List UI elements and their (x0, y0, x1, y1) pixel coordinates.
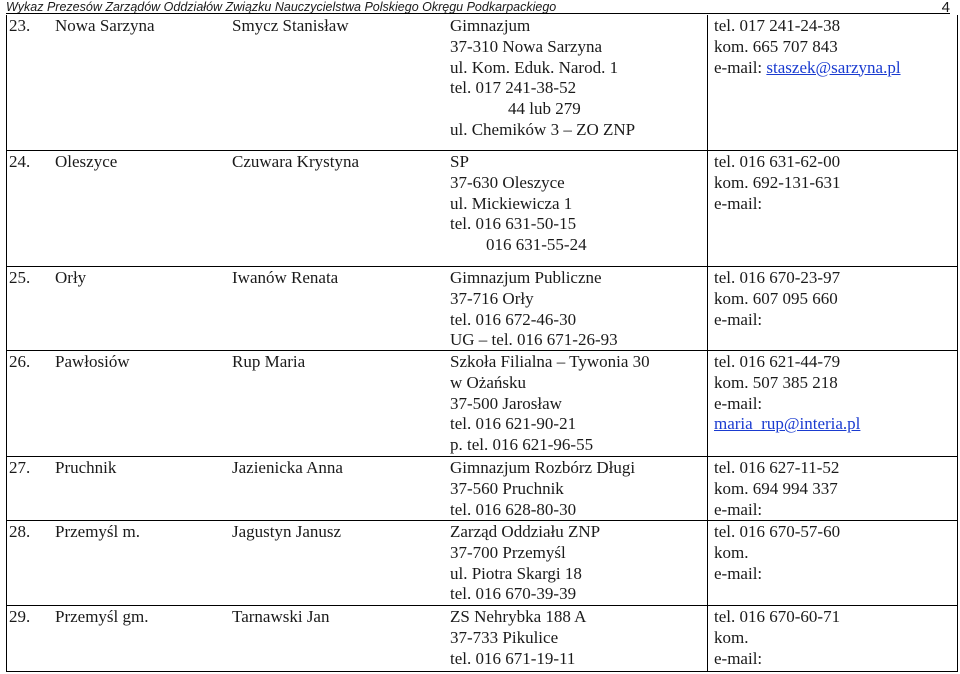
address-line: 37-310 Nowa Sarzyna (450, 36, 603, 56)
row-number: 23. (9, 16, 31, 35)
email-label: e-mail: (714, 309, 763, 329)
row-number: 25. (9, 268, 31, 287)
address-line: tel. 017 241-38-52 (450, 78, 577, 98)
page-number: 4 (941, 0, 950, 16)
phone-line: tel. 017 241-24-38 (714, 16, 841, 35)
town-cell (9, 458, 229, 479)
table-row (6, 267, 958, 351)
address-cell (450, 522, 705, 605)
phone-line: tel. 016 670-57-60 (714, 522, 841, 541)
contacts-table (6, 15, 958, 672)
document-title: Wykaz Prezesów Zarządów Oddziałów Związku Nauczycielstwa Polskiego Okręgu Podkarpackiego (6, 0, 557, 14)
table-row (6, 151, 958, 267)
address-line: 37-500 Jarosław (450, 393, 562, 413)
row-number: 29. (9, 607, 31, 626)
row-number: 26. (9, 352, 31, 371)
address-line: tel. 016 631-50-15 (450, 214, 577, 234)
address-cell (450, 607, 705, 669)
address-line: ul. Mickiewicza 1 (450, 193, 573, 213)
president-name: Rup Maria (232, 352, 306, 371)
table-row (6, 521, 958, 606)
president-name: Iwanów Renata (232, 268, 339, 287)
town-cell (9, 268, 229, 289)
address-line: tel. 016 671-19-11 (450, 648, 576, 668)
address-cell (450, 458, 705, 520)
address-line: 37-630 Oleszyce (450, 172, 565, 192)
address-line: Gimnazjum (450, 16, 531, 35)
town-cell (9, 352, 229, 373)
town-name: Przemyśl gm. (55, 607, 149, 626)
table-row (6, 351, 958, 457)
address-line: Gimnazjum Rozbórz Długi (450, 458, 636, 477)
mobile-line: kom. 607 095 660 (714, 288, 838, 308)
address-line: 37-560 Pruchnik (450, 478, 564, 498)
contact-cell (714, 352, 954, 435)
phone-line: tel. 016 670-23-97 (714, 268, 841, 287)
email-label: e-mail: (714, 393, 763, 413)
address-line: tel. 016 628-80-30 (450, 499, 577, 519)
town-name: Oleszyce (55, 152, 118, 171)
address-line: SP (450, 152, 469, 171)
mobile-line: kom. 507 385 218 (714, 372, 838, 392)
phone-line: tel. 016 627-11-52 (714, 458, 840, 477)
address-line: ZS Nehrybka 188 A (450, 607, 587, 626)
contact-cell (714, 16, 954, 78)
president-name: Smycz Stanisław (232, 16, 349, 35)
email-link[interactable]: staszek@sarzyna.pl (766, 57, 901, 77)
address-line: ul. Chemików 3 – ZO ZNP (450, 119, 636, 139)
address-line: Zarząd Oddziału ZNP (450, 522, 601, 541)
table-row (6, 606, 958, 672)
contact-cell (714, 268, 954, 330)
contact-cell (714, 607, 954, 669)
page-header (6, 0, 950, 14)
address-line: 37-716 Orły (450, 288, 534, 308)
email-label: e-mail: (714, 193, 763, 213)
town-name: Przemyśl m. (55, 522, 140, 541)
contact-cell (714, 458, 954, 520)
header-rule (6, 13, 950, 14)
address-line: ul. Kom. Eduk. Narod. 1 (450, 57, 619, 77)
town-cell (9, 16, 229, 37)
town-cell (9, 522, 229, 543)
email-label: e-mail: (714, 57, 763, 77)
address-line: tel. 016 621-90-21 (450, 414, 577, 434)
contact-cell (714, 522, 954, 584)
row-number: 28. (9, 522, 31, 541)
town-name: Nowa Sarzyna (55, 16, 155, 35)
address-line: UG – tel. 016 671-26-93 (450, 330, 618, 350)
phone-line: tel. 016 621-44-79 (714, 352, 841, 371)
address-line: p. tel. 016 621-96-55 (450, 435, 594, 455)
contact-cell (714, 152, 954, 214)
table-row (6, 457, 958, 521)
table-row (6, 15, 958, 151)
address-line: Szkoła Filialna – Tywonia 30 (450, 352, 650, 371)
email-label: e-mail: (714, 648, 763, 668)
address-cell (450, 16, 705, 141)
address-line: 44 lub 279 (508, 99, 581, 119)
town-cell (9, 607, 229, 628)
president-name: Tarnawski Jan (232, 607, 330, 626)
mobile-line: kom. 665 707 843 (714, 36, 838, 56)
mobile-line: kom. (714, 542, 749, 562)
phone-line: tel. 016 670-60-71 (714, 607, 841, 626)
president-name: Czuwara Krystyna (232, 152, 359, 171)
row-number: 27. (9, 458, 31, 477)
email-label: e-mail: (714, 499, 763, 519)
address-line: 37-700 Przemyśl (450, 542, 566, 562)
address-cell (450, 152, 705, 256)
mobile-line: kom. 692-131-631 (714, 172, 841, 192)
town-name: Orły (55, 268, 87, 287)
row-number: 24. (9, 152, 31, 171)
address-cell (450, 352, 705, 456)
address-cell (450, 268, 705, 351)
address-line: ul. Piotra Skargi 18 (450, 563, 582, 583)
phone-line: tel. 016 631-62-00 (714, 152, 841, 171)
address-line: w Ożańsku (450, 372, 527, 392)
town-name: Pawłosiów (55, 352, 130, 371)
town-cell (9, 152, 229, 173)
address-line: tel. 016 670-39-39 (450, 584, 577, 604)
town-name: Pruchnik (55, 458, 117, 477)
address-line: 37-733 Pikulice (450, 627, 559, 647)
mobile-line: kom. 694 994 337 (714, 478, 838, 498)
address-line: Gimnazjum Publiczne (450, 268, 602, 287)
mobile-line: kom. (714, 627, 749, 647)
email-link[interactable]: maria_rup@interia.pl (714, 414, 861, 434)
address-line: 016 631-55-24 (486, 235, 587, 255)
president-name: Jagustyn Janusz (232, 522, 342, 541)
email-label: e-mail: (714, 563, 763, 583)
address-line: tel. 016 672-46-30 (450, 309, 577, 329)
president-name: Jazienicka Anna (232, 458, 343, 477)
